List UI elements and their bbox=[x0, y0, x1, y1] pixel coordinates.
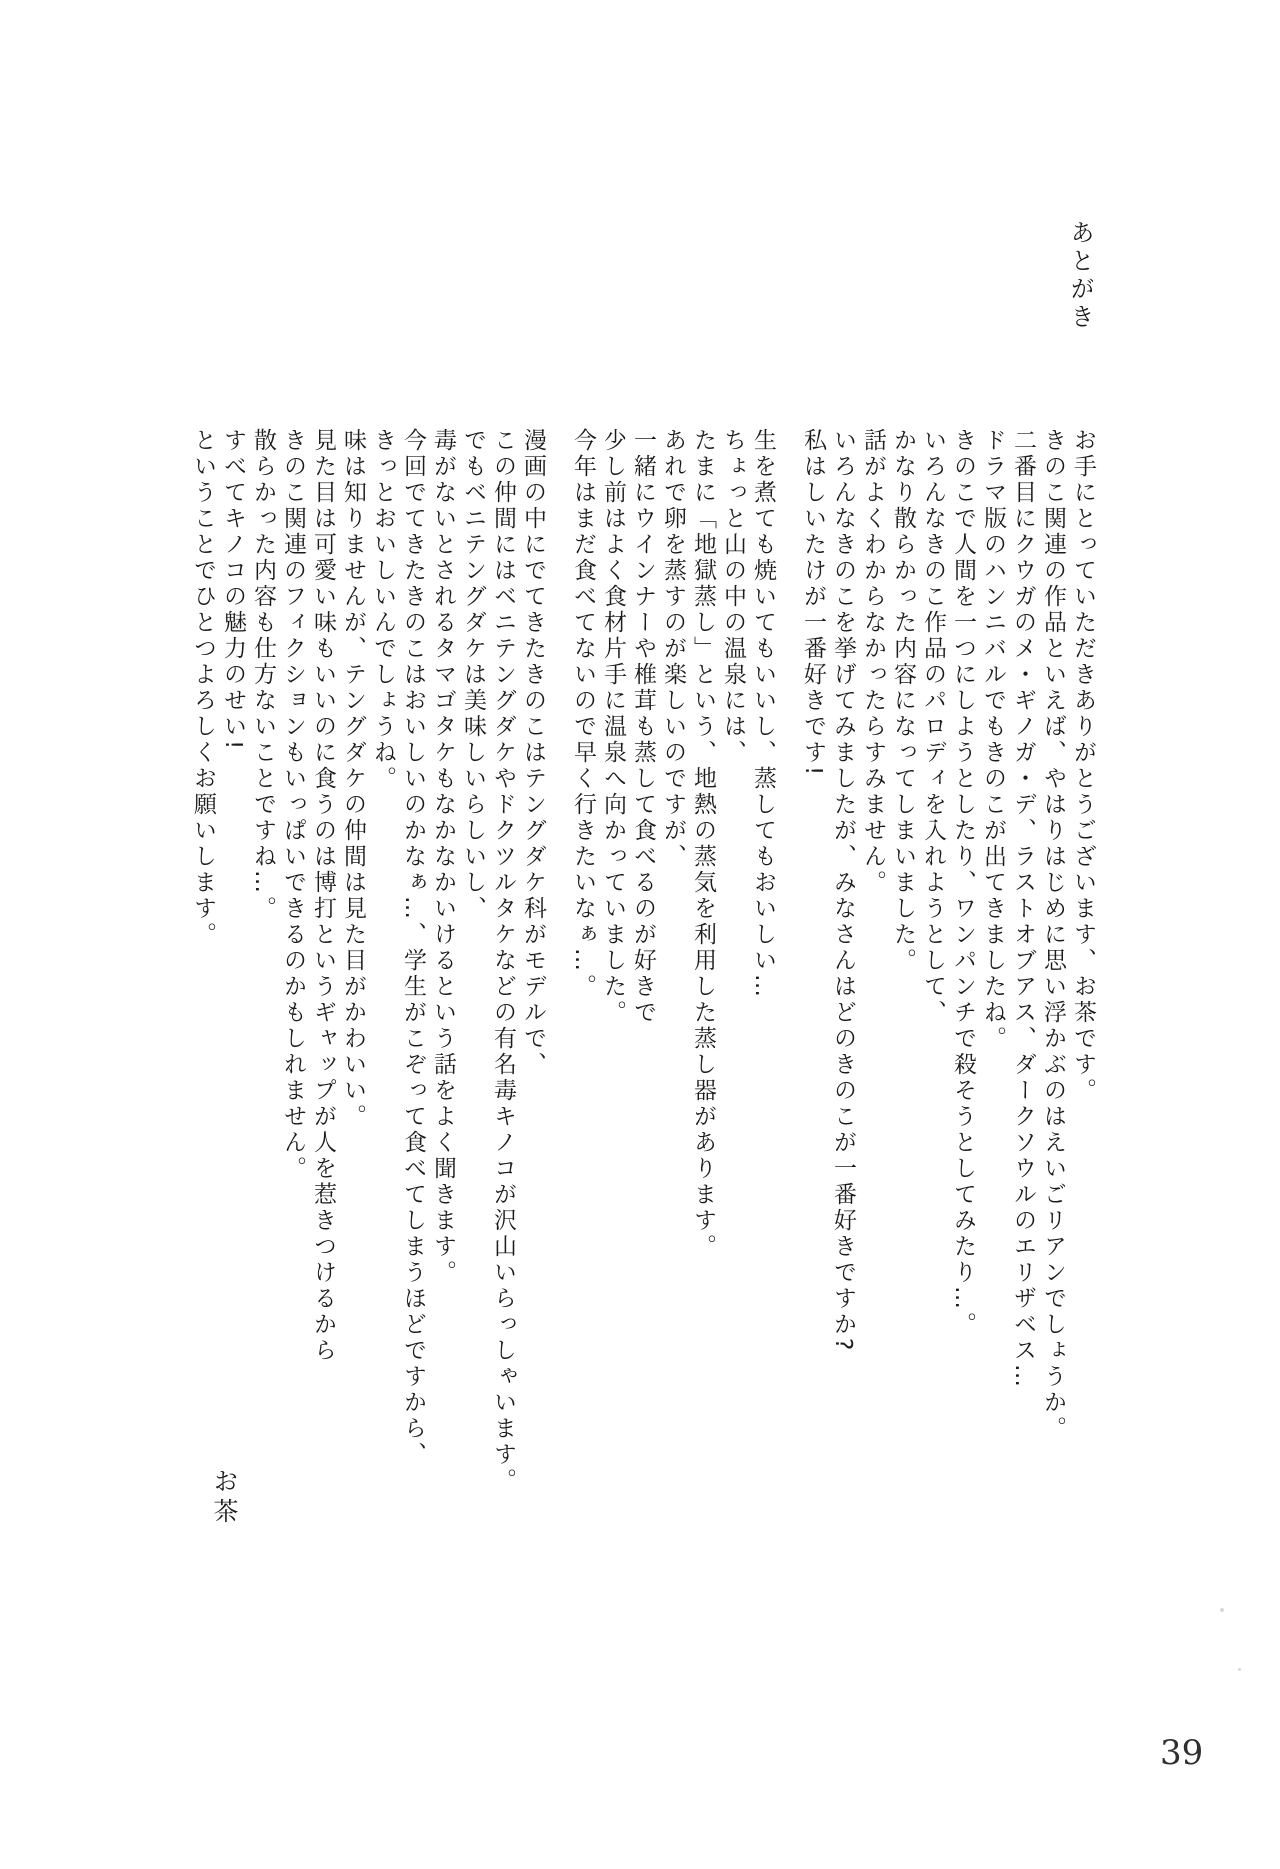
afterword-line: いろんなきのこを挙げてみましたが、みなさんはどのきのこが一番好きですか? bbox=[830, 428, 856, 1354]
afterword-line: 散らかった内容も仕方ないことですね…。 bbox=[250, 428, 276, 922]
afterword-line: あれで卵を蒸すのが楽しいのですが、 bbox=[660, 428, 686, 870]
afterword-text bbox=[188, 428, 1098, 1628]
author-signature: お茶 bbox=[210, 1468, 239, 1528]
afterword-line: 生を煮ても焼いてもいいし、蒸してもおいしい… bbox=[750, 428, 776, 1000]
afterword-line: 今回でてきたきのこはおいしいのかなぁ…、学生がこぞって食べてしまうほどですから、 bbox=[400, 428, 426, 1468]
afterword-line: 二番目にクウガのメ・ギノガ・デ、ラストオブアス、ダークソウルのエリザベス… bbox=[1010, 428, 1036, 1390]
page-title: あとがき bbox=[1066, 220, 1095, 332]
afterword-line: 漫画の中にでてきたきのこはテングダケ科がモデルで、 bbox=[520, 428, 546, 1078]
afterword-line: きのこ関連のフィクションもいっぱいできるのかもしれません。 bbox=[280, 428, 306, 1182]
afterword-line: 毒がないとされるタマゴタケもなかなかいけるという話をよく聞きます。 bbox=[430, 428, 456, 1286]
afterword-line: きっとおいしいんでしょうね。 bbox=[370, 428, 396, 792]
afterword-line: 私はしいたけが一番好きです! bbox=[800, 428, 826, 779]
afterword-line: 今年はまだ食べてないので早く行きたいなぁ…。 bbox=[570, 428, 596, 1000]
afterword-line: ドラマ版のハンニバルでもきのこが出てきましたね。 bbox=[980, 428, 1006, 1052]
afterword-line: お手にとっていただきありがとうございます、お茶です。 bbox=[1070, 428, 1096, 1104]
afterword-line: きのこで人間を一つにしようとしたり、ワンパンチで殺そうとしてみたり…。 bbox=[950, 428, 976, 1338]
afterword-line: 見た目は可愛い味もいいのに食うのは博打というギャップが人を惹きつけるから bbox=[310, 428, 336, 1364]
afterword-line: たまに「地獄蒸し」という、地熱の蒸気を利用した蒸し器があります。 bbox=[690, 428, 716, 1260]
afterword-line: この仲間にはベニテングダケやドクツルタケなどの有名毒キノコが沢山いらっしゃいます。 bbox=[490, 428, 516, 1494]
afterword-line: ということでひとつよろしくお願いします。 bbox=[190, 428, 216, 948]
afterword-line: すべてキノコの魅力のせい! bbox=[220, 428, 246, 753]
afterword-line: いろんなきのこ作品のパロディを入れようとして、 bbox=[920, 428, 946, 1026]
afterword-line: 少し前はよく食材片手に温泉へ向かっていました。 bbox=[600, 428, 626, 1026]
page-number: 39 bbox=[1160, 1733, 1204, 1773]
afterword-line: 一緒にウインナーや椎茸も蒸して食べるのが好きで bbox=[630, 428, 656, 1026]
afterword-line: ちょっと山の中の温泉には、 bbox=[720, 428, 746, 766]
afterword-line: きのこ関連の作品といえば、やはりはじめに思い浮かぶのはえいごリアンでしょうか。 bbox=[1040, 428, 1066, 1442]
scan-speck bbox=[1220, 1608, 1224, 1612]
afterword-line: でもベニテングダケは美味しいらしいし、 bbox=[460, 428, 486, 922]
afterword-line: かなり散らかった内容になってしまいました。 bbox=[890, 428, 916, 974]
afterword-line: 話がよくわからなかったらすみません。 bbox=[860, 428, 886, 896]
scan-speck bbox=[1238, 1668, 1241, 1671]
afterword-line: 味は知りませんが、テングダケの仲間は見た目がかわいい。 bbox=[340, 428, 366, 1130]
